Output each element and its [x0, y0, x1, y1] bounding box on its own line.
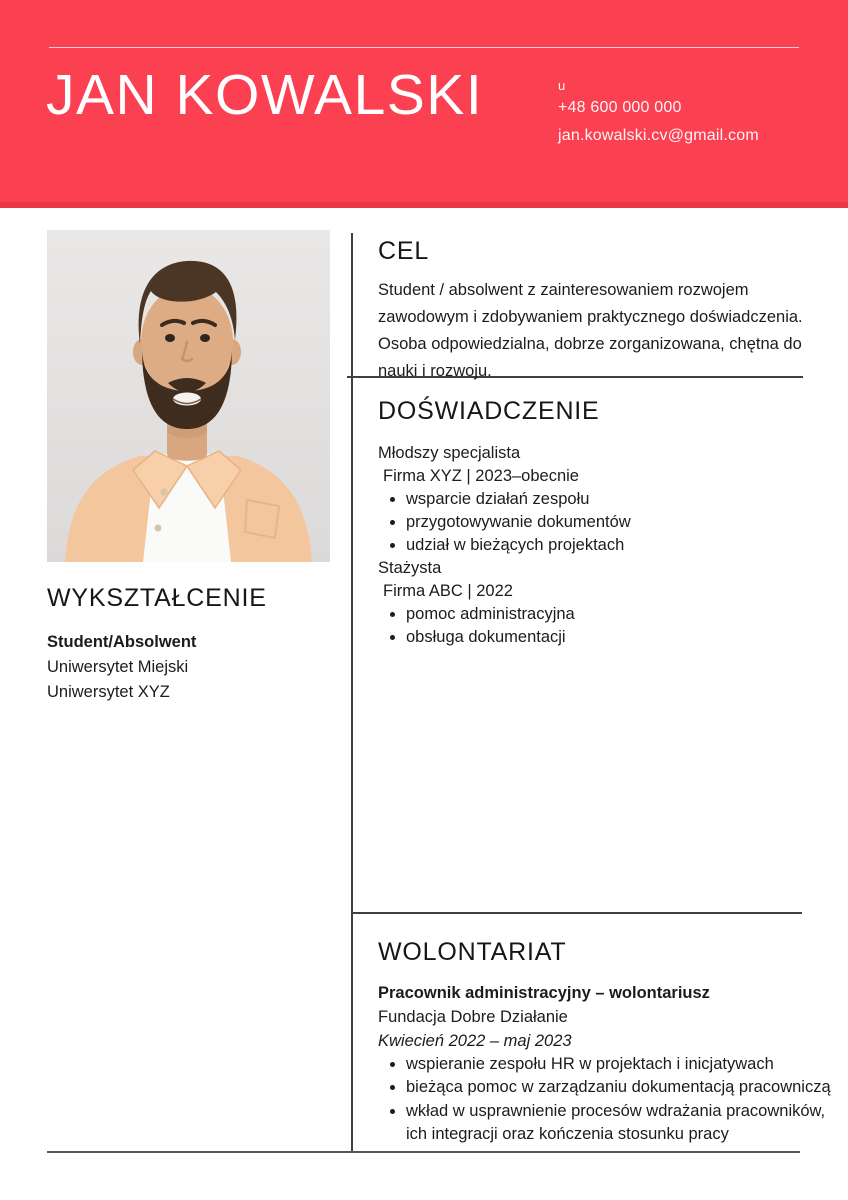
objective-title: CEL [378, 237, 430, 265]
objective-text: Student / absolwent z zainteresowaniem rozwojem zawodowym i zdobywaniem praktycznego doświadczenia. Osoba odpowiedzialna, dobrze zorganizowana, chętna do nauki i rozwoju. [378, 280, 803, 380]
name-title: JAN KOWALSKI [46, 63, 484, 127]
education-degree: Student/Absolwent [47, 632, 197, 651]
experience-section [378, 397, 808, 649]
volunteering-dates: Kwiecień 2022 – maj 2023 [378, 1031, 572, 1050]
experience-job [378, 442, 808, 557]
bottom-rule-line [47, 1151, 800, 1153]
job-bullet-list [378, 488, 808, 557]
job-bullet: • przygotowywanie dokumentów [406, 511, 808, 534]
volunteering-bullet-list [378, 1053, 838, 1147]
education-school: Uniwersytet Miejski [47, 657, 189, 676]
contact-note: u [558, 78, 566, 93]
volunteering-bullet: • bieżąca pomoc w zarządzaniu dokumentacją pracowniczą [406, 1076, 838, 1100]
education-school: Uniwersytet XYZ [47, 682, 170, 701]
volunteering-title: WOLONTARIAT [378, 938, 567, 966]
header-divider-line [49, 47, 799, 48]
header [0, 0, 848, 208]
phone-number: +48 600 000 000 [558, 99, 682, 116]
job-company: Firma ABC | 2022 [383, 581, 513, 600]
education-title: WYKSZTAŁCENIE [47, 584, 267, 612]
email-address: jan.kowalski.cv@gmail.com [558, 127, 759, 144]
column-divider-line [351, 233, 353, 1152]
experience-job [378, 557, 808, 649]
objective-section [378, 237, 814, 385]
profile-photo [47, 230, 330, 562]
job-role: Młodszy specjalista [378, 443, 521, 462]
education-section [47, 584, 327, 705]
portrait-illustration [47, 230, 330, 562]
volunteering-bullet: • wkład w usprawnienie procesów wdrażania pracowników, ich integracji oraz kończenia stosunku pracy [406, 1100, 838, 1147]
experience-divider-line [351, 912, 802, 914]
job-bullet: • pomoc administracyjna [406, 603, 808, 626]
experience-title: DOŚWIADCZENIE [378, 397, 600, 425]
volunteering-role: Pracownik administracyjny – wolontariusz [378, 983, 710, 1002]
job-bullet: • udział w bieżących projektach [406, 534, 808, 557]
volunteering-organization: Fundacja Dobre Działanie [378, 1007, 568, 1026]
volunteering-bullet: • wspieranie zespołu HR w projektach i inicjatywach [406, 1053, 838, 1077]
job-role: Stażysta [378, 558, 442, 577]
contact-block [558, 78, 759, 145]
job-company: Firma XYZ | 2023–obecnie [383, 466, 579, 485]
job-bullet: • obsługa dokumentacji [406, 626, 808, 649]
job-bullet: • wsparcie działań zespołu [406, 488, 808, 511]
volunteering-section [378, 938, 838, 1147]
job-bullet-list [378, 603, 808, 649]
